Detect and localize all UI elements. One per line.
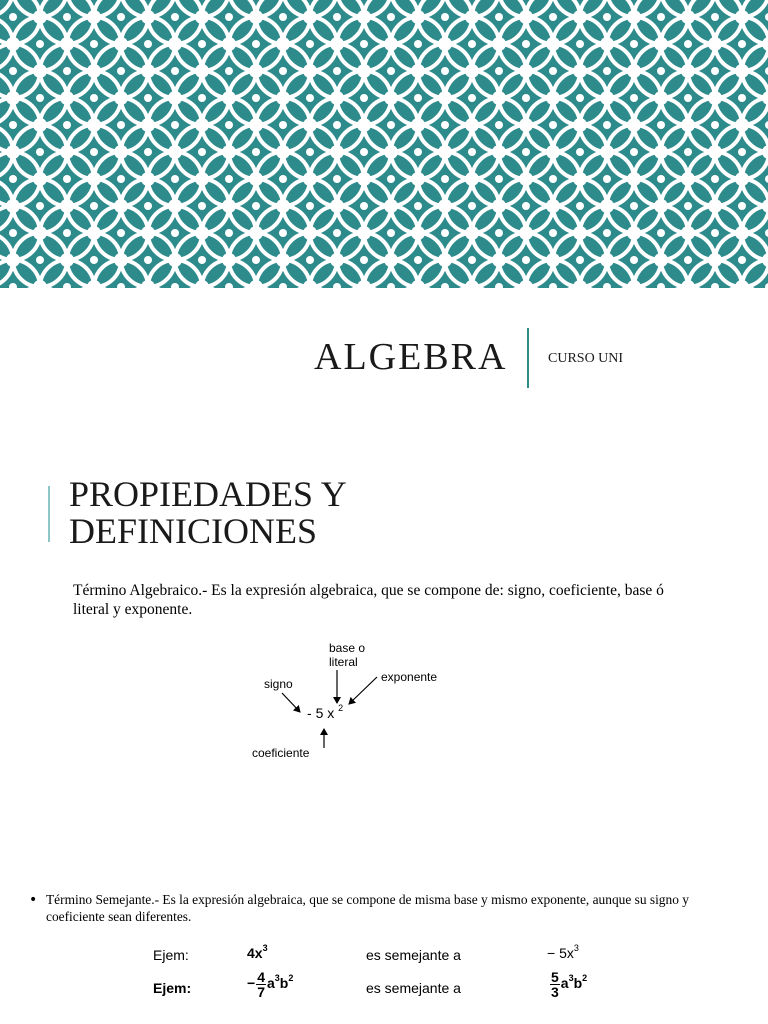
example-1-label: Ejem: xyxy=(153,947,189,963)
expr-exponent: 2 xyxy=(338,703,344,713)
slide-title: ALGEBRA xyxy=(314,336,508,378)
title-divider xyxy=(527,328,529,388)
heading-accent-line xyxy=(48,486,50,542)
example-1-left-term: $4x^3$ xyxy=(247,943,268,961)
definition-termino-semejante: Término Semejante.- Es la expresión algebraica, que se compone de misma base y mismo exponente, aunque su signo y coeficiente sean diferentes. xyxy=(46,892,689,924)
example-2-label: Ejem: xyxy=(153,980,192,996)
diagram-label-base-line-2: literal xyxy=(329,655,358,669)
example-2-right-term: $\frac{5}{3}$ $a^3b^2$ xyxy=(551,969,588,1000)
diagram-label-signo: signo xyxy=(264,677,293,691)
section-heading-line-1: PROPIEDADES Y xyxy=(69,474,347,514)
example-2-left-term: − $\frac{4}{7}$ $a^3b^2$ xyxy=(247,969,294,1000)
example-1-relation: es semejante a xyxy=(366,947,461,963)
bullet: • xyxy=(29,892,38,908)
arrow-signo xyxy=(282,693,300,712)
slide-subtitle: CURSO UNI xyxy=(548,351,624,366)
arrow-exponente xyxy=(349,677,377,704)
section-heading-line-2: DEFINICIONES xyxy=(69,511,317,551)
definition-termino-algebraico: Término Algebraico.- Es la expresión algebraica, que se compone de: signo, coeficiente, base ó literal y exponente. xyxy=(73,582,664,618)
fraction: $\frac{4}{7}$ xyxy=(257,969,265,1000)
expr-base: x xyxy=(327,705,335,721)
example-1-right-term: − $5x^3$ xyxy=(547,943,579,961)
example-2-relation: es semejante a xyxy=(366,980,461,996)
diagram-label-coeficiente: coeficiente xyxy=(252,746,310,760)
section-heading xyxy=(69,476,347,550)
expr-sign: - xyxy=(307,705,312,721)
fraction: $\frac{5}{3}$ xyxy=(551,969,559,1000)
diagram-expression xyxy=(307,703,344,721)
diagram-label-exponente: exponente xyxy=(381,670,438,684)
diagram-label-base-line-1: base o xyxy=(329,641,366,655)
decorative-pattern-banner xyxy=(0,0,768,288)
expr-coefficient: 5 xyxy=(315,705,324,721)
